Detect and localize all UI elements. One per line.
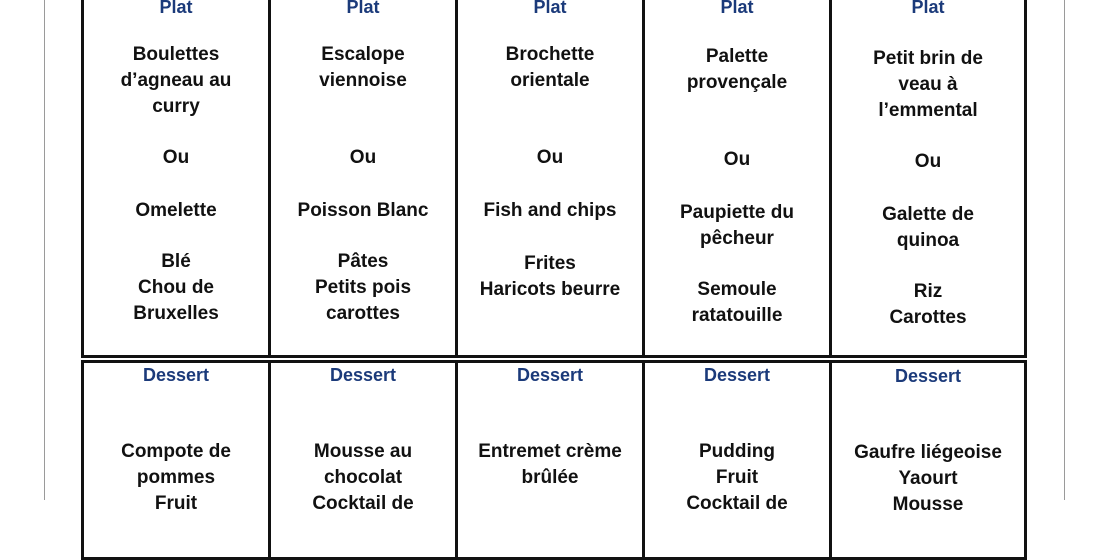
menu-column-5 [829, 0, 1027, 560]
plat-cell [642, 0, 832, 358]
dessert-cell [642, 360, 832, 560]
dessert-cell [268, 360, 458, 560]
side-dishes: Frites Haricots beurre [479, 253, 621, 300]
dessert-items: Gaufre liégeoise Yaourt Mousse [854, 442, 1002, 515]
or-label: Ou [723, 149, 751, 170]
side-dishes: Semoule ratatouille [691, 279, 783, 326]
dessert-items: Pudding Fruit Cocktail de [686, 441, 788, 514]
dessert-heading: Dessert [894, 366, 962, 386]
main-dish: Petit brin de veau à l’emmental [873, 48, 983, 121]
main-dish: Palette provençale [686, 46, 788, 93]
plat-heading: Plat [720, 0, 754, 17]
alternative-dish: Omelette [135, 200, 217, 221]
plat-cell [81, 0, 271, 358]
menu-column-3 [455, 0, 645, 560]
alternative-dish: Fish and chips [483, 200, 617, 221]
dessert-cell [81, 360, 271, 560]
alternative-dish: Poisson Blanc [297, 200, 429, 221]
plat-cell [829, 0, 1027, 358]
main-dish: Brochette orientale [505, 44, 595, 91]
dessert-items: Entremet crème brûlée [478, 441, 622, 488]
plat-cell [455, 0, 645, 358]
dessert-heading: Dessert [516, 365, 584, 385]
alternative-dish: Paupiette du pêcheur [679, 202, 794, 249]
dessert-items: Mousse au chocolat Cocktail de [312, 441, 414, 514]
main-dish: Escalope viennoise [319, 44, 407, 91]
page-border-left [44, 0, 45, 500]
dessert-cell [455, 360, 645, 560]
dessert-heading: Dessert [142, 365, 210, 385]
or-label: Ou [914, 151, 942, 172]
alternative-dish: Galette de quinoa [882, 204, 974, 251]
dessert-cell [829, 360, 1027, 560]
side-dishes: Riz Carottes [889, 281, 967, 328]
plat-heading: Plat [911, 0, 945, 17]
side-dishes: Pâtes Petits pois carottes [314, 251, 412, 324]
menu-column-4 [642, 0, 832, 560]
main-dish: Boulettes d’agneau au curry [120, 44, 232, 117]
plat-heading: Plat [159, 0, 193, 17]
page-border-right [1064, 0, 1065, 500]
side-dishes: Blé Chou de Bruxelles [133, 251, 219, 324]
menu-column-1 [81, 0, 271, 560]
dessert-items: Compote de pommes Fruit [121, 441, 231, 514]
menu-column-2 [268, 0, 458, 560]
or-label: Ou [162, 147, 190, 168]
plat-cell [268, 0, 458, 358]
plat-heading: Plat [533, 0, 567, 17]
or-label: Ou [349, 147, 377, 168]
plat-heading: Plat [346, 0, 380, 17]
or-label: Ou [536, 147, 564, 168]
dessert-heading: Dessert [329, 365, 397, 385]
dessert-heading: Dessert [703, 365, 771, 385]
